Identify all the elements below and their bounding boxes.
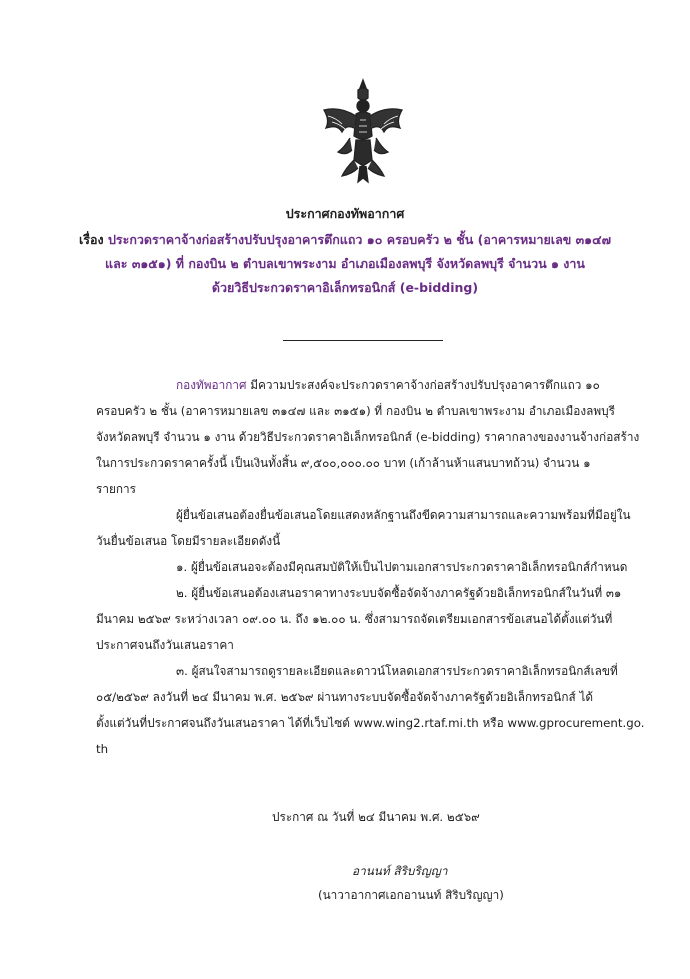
paragraph-2-line-1: ผู้ยื่นข้อเสนอต้องยื่นข้อเสนอโดยแสดงหลักฐานถึงขีดความสามารถและความพร้อมที่มีอยู่ใน — [176, 508, 631, 522]
issuer-title: ประกาศกองทัพอากาศ — [285, 206, 405, 221]
list-item-3-line-1: ๓. ผู้สนใจสามารถดูรายละเอียดและดาวน์โหลดเอกสารประกวดราคาอิเล็กทรอนิกส์เลขที่ — [176, 664, 618, 678]
subject-line-2: และ ๓๑๕๑) ที่ กองบิน ๒ ตำบลเขาพระงาม อำเภอเมืองลพบุรี จังหวัดลพบุรี จำนวน ๑ งาน — [105, 256, 585, 271]
signature: อานนท์ สิริบริญญา — [352, 864, 448, 878]
subject-text-1: ประกวดราคาจ้างก่อสร้างปรับปรุงอาคารตึกแถว ๑๐ ครอบครัว ๒ ชั้น (อาคารหมายเลข ๓๑๔๗ — [107, 232, 611, 247]
garuda-emblem-icon — [316, 76, 410, 186]
list-item-3-line-3: ตั้งแต่วันที่ประกาศจนถึงวันเสนอราคา ได้ที่เว็บไซต์ www.wing2.rtaf.mi.th หรือ www.gprocurement.go. — [96, 716, 645, 730]
issuer-org: กองทัพอากาศ — [176, 378, 247, 392]
paragraph-1-line-1 — [176, 374, 600, 396]
announce-date: ประกาศ ณ วันที่ ๒๔ มีนาคม พ.ศ. ๒๕๖๙ — [272, 810, 480, 824]
list-item-2-line-2: มีนาคม ๒๕๖๙ ระหว่างเวลา ๐๙.๐๐ น. ถึง ๑๒.๐๐ น. ซึ่งสามารถจัดเตรียมเอกสารข้อเสนอได้ตั้งแต่วันที่ — [96, 612, 613, 626]
list-item-3-line-2: ๐๕/๒๕๖๙ ลงวันที่ ๒๔ มีนาคม พ.ศ. ๒๕๖๙ ผ่านทางระบบจัดซื้อจัดจ้างภาครัฐด้วยอิเล็กทรอนิกส์ ได้ — [96, 690, 594, 704]
paragraph-1-line-4: ในการประกวดราคาครั้งนี้ เป็นเงินทั้งสิ้น ๙,๕๐๐,๐๐๐.๐๐ บาท (เก้าล้านห้าแสนบาทถ้วน) จำนวน ๑ — [96, 456, 591, 470]
paragraph-1-line-2: ครอบครัว ๒ ชั้น (อาคารหมายเลข ๓๑๔๗ และ ๓๑๕๑) ที่ กองบิน ๒ ตำบลเขาพระงาม อำเภอเมืองลพบุรี — [96, 404, 615, 418]
subject-label: เรื่อง — [79, 232, 104, 247]
subject-line-1 — [0, 229, 690, 251]
signer-name: (นาวาอากาศเอกอานนท์ สิริบริญญา) — [318, 888, 504, 902]
list-item-1: ๑. ผู้ยื่นข้อเสนอจะต้องมีคุณสมบัติให้เป็นไปตามเอกสารประกวดราคาอิเล็กทรอนิกส์กำหนด — [176, 560, 628, 574]
separator-line — [283, 340, 443, 341]
list-item-2-line-1: ๒. ผู้ยื่นข้อเสนอต้องเสนอราคาทางระบบจัดซื้อจัดจ้างภาครัฐด้วยอิเล็กทรอนิกส์ในวันที่ ๓๑ — [176, 586, 622, 600]
list-item-3-line-4: th — [96, 742, 109, 756]
paragraph-2-line-2: วันยื่นข้อเสนอ โดยมีรายละเอียดดังนี้ — [96, 534, 281, 548]
subject-line-3: ด้วยวิธีประกวดราคาอิเล็กทรอนิกส์ (e-bidding) — [211, 280, 479, 295]
list-item-2-line-3: ประกาศจนถึงวันเสนอราคา — [96, 638, 234, 652]
paragraph-1-line-5: รายการ — [96, 482, 136, 496]
paragraph-1-line-3: จังหวัดลพบุรี จำนวน ๑ งาน ด้วยวิธีประกวดราคาอิเล็กทรอนิกส์ (e-bidding) ราคากลางของงานจ้างก่อสร้าง — [96, 430, 640, 444]
paragraph-1-text: มีความประสงค์จะประกวดราคาจ้างก่อสร้างปรับปรุงอาคารตึกแถว ๑๐ — [246, 378, 600, 392]
